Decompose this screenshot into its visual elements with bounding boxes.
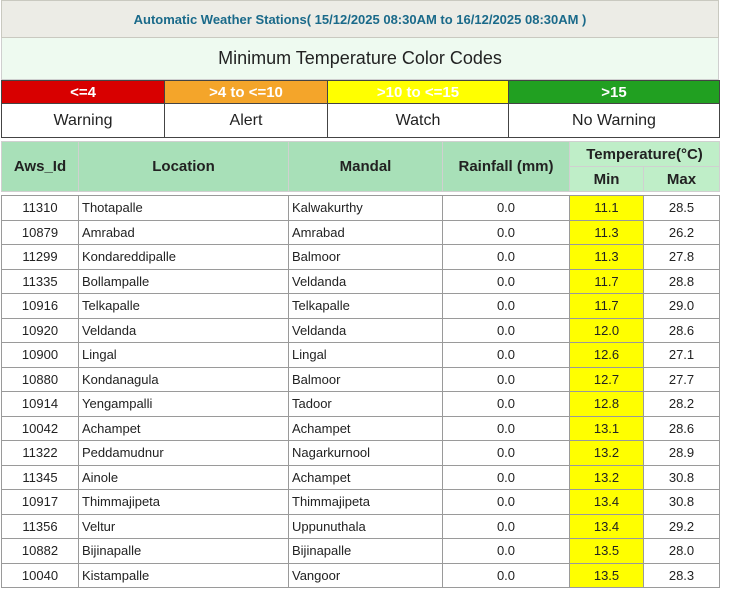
max-temp-cell: 27.7 (644, 367, 720, 392)
rainfall-cell: 0.0 (443, 220, 570, 245)
mandal-cell: Lingal (289, 343, 443, 368)
legend-color-row (2, 81, 720, 104)
aws-id-cell: 10040 (2, 563, 79, 588)
aws-id-cell: 10880 (2, 367, 79, 392)
color-code-legend (1, 80, 720, 138)
location-cell: Telkapalle (79, 294, 289, 319)
legend-label-alert: Alert (165, 104, 328, 138)
max-temp-cell: 28.0 (644, 539, 720, 564)
rainfall-cell: 0.0 (443, 416, 570, 441)
legend-label-watch: Watch (328, 104, 509, 138)
mandal-cell: Kalwakurthy (289, 196, 443, 221)
location-cell: Ainole (79, 465, 289, 490)
max-temp-cell: 29.2 (644, 514, 720, 539)
max-temp-cell: 28.6 (644, 416, 720, 441)
aws-id-cell: 10920 (2, 318, 79, 343)
rainfall-cell: 0.0 (443, 318, 570, 343)
rainfall-cell: 0.0 (443, 539, 570, 564)
min-temp-cell: 13.4 (570, 490, 644, 515)
legend-label-no-warning: No Warning (509, 104, 720, 138)
aws-id-cell: 10916 (2, 294, 79, 319)
mandal-cell: Achampet (289, 465, 443, 490)
max-temp-cell: 28.6 (644, 318, 720, 343)
min-temp-cell: 11.3 (570, 245, 644, 270)
table-row (2, 220, 720, 245)
rainfall-cell: 0.0 (443, 269, 570, 294)
min-temp-cell: 11.7 (570, 269, 644, 294)
aws-id-cell: 10042 (2, 416, 79, 441)
mandal-cell: Balmoor (289, 245, 443, 270)
max-temp-cell: 28.8 (644, 269, 720, 294)
aws-id-cell: 10879 (2, 220, 79, 245)
max-temp-cell: 28.5 (644, 196, 720, 221)
min-temp-cell: 11.3 (570, 220, 644, 245)
legend-label-row (2, 104, 720, 138)
aws-id-cell: 10900 (2, 343, 79, 368)
aws-id-cell: 10882 (2, 539, 79, 564)
mandal-cell: Uppunuthala (289, 514, 443, 539)
aws-id-cell: 10917 (2, 490, 79, 515)
location-cell: Bollampalle (79, 269, 289, 294)
mandal-cell: Vangoor (289, 563, 443, 588)
aws-id-cell: 11322 (2, 441, 79, 466)
max-temp-cell: 27.1 (644, 343, 720, 368)
weather-station-table (1, 141, 720, 588)
rainfall-cell: 0.0 (443, 196, 570, 221)
table-row (2, 318, 720, 343)
mandal-cell: Tadoor (289, 392, 443, 417)
max-temp-cell: 28.2 (644, 392, 720, 417)
rainfall-cell: 0.0 (443, 514, 570, 539)
location-cell: Peddamudnur (79, 441, 289, 466)
table-row (2, 563, 720, 588)
table-row (2, 269, 720, 294)
min-temp-cell: 13.4 (570, 514, 644, 539)
mandal-cell: Telkapalle (289, 294, 443, 319)
legend-range-watch: >10 to <=15 (328, 81, 509, 104)
legend-range-alert: >4 to <=10 (165, 81, 328, 104)
location-cell: Veltur (79, 514, 289, 539)
location-cell: Yengampalli (79, 392, 289, 417)
min-temp-cell: 13.2 (570, 441, 644, 466)
min-temp-cell: 13.1 (570, 416, 644, 441)
location-cell: Lingal (79, 343, 289, 368)
header-aws-id: Aws_Id (2, 142, 79, 192)
legend-range-warning: <=4 (2, 81, 165, 104)
aws-id-cell: 11299 (2, 245, 79, 270)
table-row (2, 539, 720, 564)
rainfall-cell: 0.0 (443, 367, 570, 392)
mandal-cell: Balmoor (289, 367, 443, 392)
max-temp-cell: 26.2 (644, 220, 720, 245)
table-row (2, 490, 720, 515)
table-row (2, 367, 720, 392)
aws-id-cell: 11356 (2, 514, 79, 539)
mandal-cell: Amrabad (289, 220, 443, 245)
min-temp-cell: 13.2 (570, 465, 644, 490)
legend-range-no-warning: >15 (509, 81, 720, 104)
table-row (2, 343, 720, 368)
min-temp-cell: 11.7 (570, 294, 644, 319)
aws-id-cell: 11310 (2, 196, 79, 221)
min-temp-cell: 13.5 (570, 539, 644, 564)
table-row (2, 294, 720, 319)
rainfall-cell: 0.0 (443, 490, 570, 515)
page-title: Automatic Weather Stations( 15/12/2025 08:30AM to 16/12/2025 08:30AM ) (1, 0, 719, 38)
mandal-cell: Bijinapalle (289, 539, 443, 564)
mandal-cell: Achampet (289, 416, 443, 441)
aws-id-cell: 10914 (2, 392, 79, 417)
rainfall-cell: 0.0 (443, 343, 570, 368)
location-cell: Achampet (79, 416, 289, 441)
table-row (2, 416, 720, 441)
aws-id-cell: 11335 (2, 269, 79, 294)
location-cell: Kistampalle (79, 563, 289, 588)
min-temp-cell: 11.1 (570, 196, 644, 221)
mandal-cell: Veldanda (289, 269, 443, 294)
rainfall-cell: 0.0 (443, 245, 570, 270)
max-temp-cell: 27.8 (644, 245, 720, 270)
min-temp-cell: 12.8 (570, 392, 644, 417)
header-rainfall: Rainfall (mm) (443, 142, 570, 192)
max-temp-cell: 29.0 (644, 294, 720, 319)
legend-title: Minimum Temperature Color Codes (1, 38, 719, 80)
min-temp-cell: 12.6 (570, 343, 644, 368)
table-row (2, 392, 720, 417)
header-min: Min (570, 167, 644, 192)
location-cell: Thimmajipeta (79, 490, 289, 515)
table-row (2, 245, 720, 270)
rainfall-cell: 0.0 (443, 563, 570, 588)
rainfall-cell: 0.0 (443, 294, 570, 319)
location-cell: Kondareddipalle (79, 245, 289, 270)
header-max: Max (644, 167, 720, 192)
table-row (2, 196, 720, 221)
max-temp-cell: 28.3 (644, 563, 720, 588)
min-temp-cell: 12.0 (570, 318, 644, 343)
mandal-cell: Thimmajipeta (289, 490, 443, 515)
page (1, 0, 719, 588)
table-row (2, 465, 720, 490)
min-temp-cell: 13.5 (570, 563, 644, 588)
header-mandal: Mandal (289, 142, 443, 192)
table-row (2, 514, 720, 539)
aws-id-cell: 11345 (2, 465, 79, 490)
rainfall-cell: 0.0 (443, 465, 570, 490)
location-cell: Amrabad (79, 220, 289, 245)
location-cell: Veldanda (79, 318, 289, 343)
max-temp-cell: 30.8 (644, 465, 720, 490)
mandal-cell: Veldanda (289, 318, 443, 343)
max-temp-cell: 28.9 (644, 441, 720, 466)
legend-label-warning: Warning (2, 104, 165, 138)
header-temperature: Temperature(°C) (570, 142, 720, 167)
location-cell: Thotapalle (79, 196, 289, 221)
rainfall-cell: 0.0 (443, 392, 570, 417)
min-temp-cell: 12.7 (570, 367, 644, 392)
location-cell: Kondanagula (79, 367, 289, 392)
table-row (2, 441, 720, 466)
location-cell: Bijinapalle (79, 539, 289, 564)
mandal-cell: Nagarkurnool (289, 441, 443, 466)
header-location: Location (79, 142, 289, 192)
max-temp-cell: 30.8 (644, 490, 720, 515)
rainfall-cell: 0.0 (443, 441, 570, 466)
table-body (2, 192, 720, 588)
